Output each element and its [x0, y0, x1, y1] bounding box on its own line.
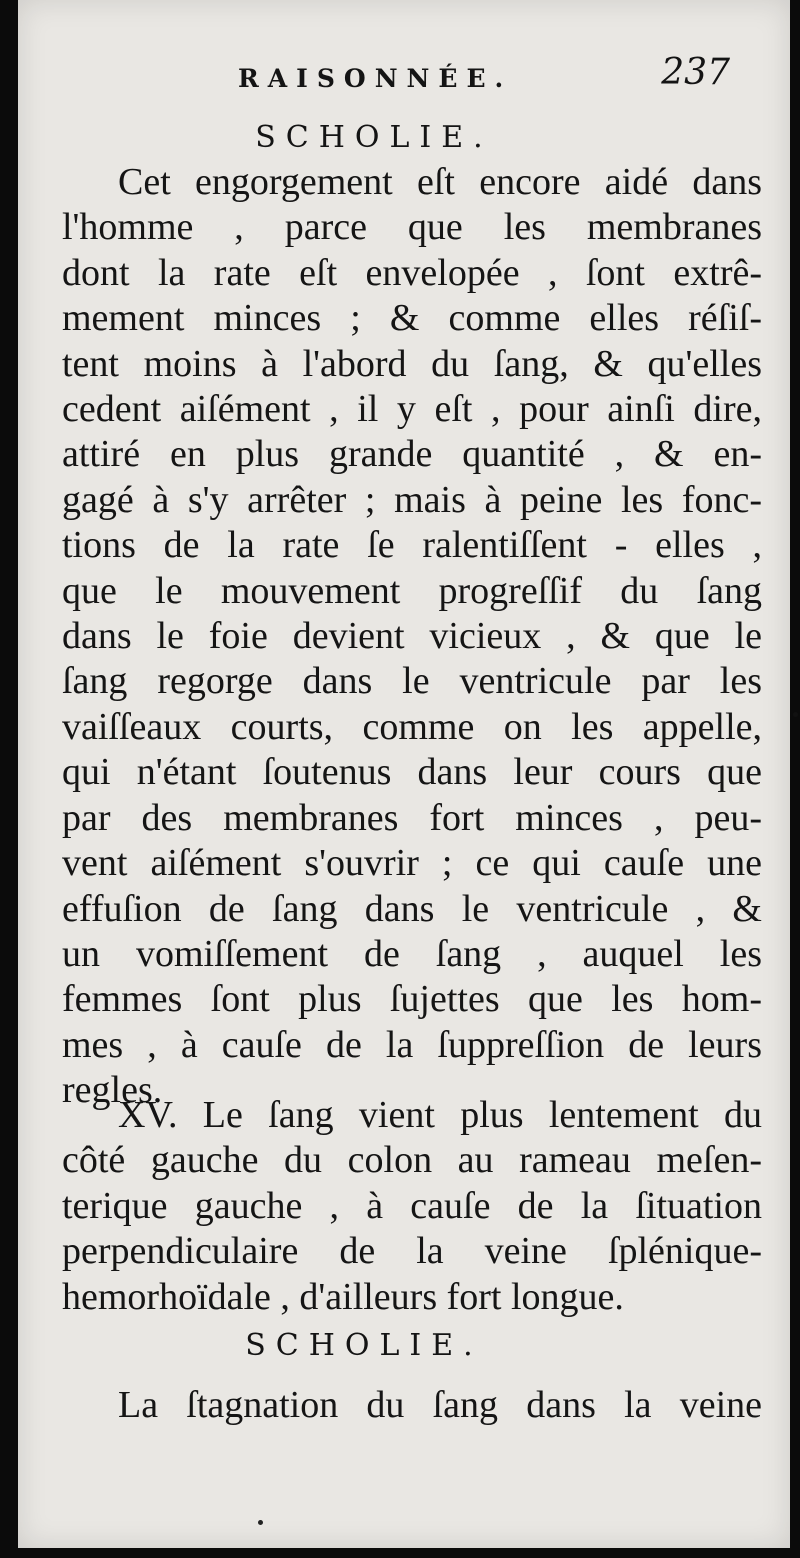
- page-number: 237: [661, 52, 730, 93]
- text-line: perpendiculaire de la veine ſplénique-: [62, 1230, 762, 1273]
- text-line: terique gauche , à cauſe de la ſituation: [62, 1184, 762, 1227]
- text-line: tent moins à l'abord du ſang, & qu'elles: [62, 342, 762, 385]
- text-line: mement minces ; & comme elles réſiſ-: [62, 297, 762, 340]
- book-page: [18, 0, 790, 1548]
- text-line: effuſion de ſang dans le ventricule , &: [62, 887, 762, 930]
- paragraph-scholie-1: [62, 160, 762, 1114]
- text-line: Cet engorgement eſt encore aidé dans: [118, 161, 762, 203]
- text-line: regles.: [62, 1069, 163, 1112]
- text-line: dans le foie devient vicieux , & que le: [62, 615, 762, 658]
- text-line: cedent aiſément , il y eſt , pour ainſi dire,: [62, 388, 762, 431]
- ink-speck: [258, 1520, 263, 1525]
- text-line: côté gauche du colon au rameau meſen-: [62, 1139, 762, 1182]
- section-title-scholie-1: SCHOLIE.: [255, 120, 493, 155]
- text-line: La ſtagnation du ſang dans la veine: [118, 1384, 762, 1426]
- text-line: que le mouvement progreſſif du ſang: [62, 569, 762, 612]
- ink-speck: [793, 712, 798, 717]
- text-line: ſang regorge dans le ventricule par les: [62, 660, 762, 703]
- text-line: tions de la rate ſe ralentiſſent - elles ,: [62, 524, 762, 567]
- text-line: gagé à s'y arrêter ; mais à peine les fonc-: [62, 478, 762, 521]
- text-line: attiré en plus grande quantité , & en-: [62, 433, 762, 476]
- text-line: femmes ſont plus ſujettes que les hom-: [62, 978, 762, 1021]
- paragraph-scholie-2: [62, 1383, 762, 1428]
- section-title-scholie-2: SCHOLIE.: [245, 1328, 483, 1363]
- text-line: mes , à cauſe de la ſuppreſſion de leurs: [62, 1023, 762, 1066]
- paragraph-xv: [62, 1093, 762, 1320]
- text-line: hemorhoïdale , d'ailleurs fort longue.: [62, 1275, 624, 1318]
- text-line: XV. Le ſang vient plus lentement du: [118, 1094, 762, 1136]
- text-line: vaiſſeaux courts, comme on les appelle,: [62, 705, 762, 748]
- text-line: vent aiſément s'ouvrir ; ce qui cauſe une: [62, 842, 762, 885]
- running-head: RAISONNÉE.: [238, 64, 513, 93]
- text-line: dont la rate eſt envelopée , ſont extrê-: [62, 251, 762, 294]
- text-line: qui n'étant ſoutenus dans leur cours que: [62, 751, 762, 794]
- text-line: l'homme , parce que les membranes: [62, 206, 762, 249]
- text-line: un vomiſſement de ſang , auquel les: [62, 932, 762, 975]
- text-line: par des membranes fort minces , peu-: [62, 796, 762, 839]
